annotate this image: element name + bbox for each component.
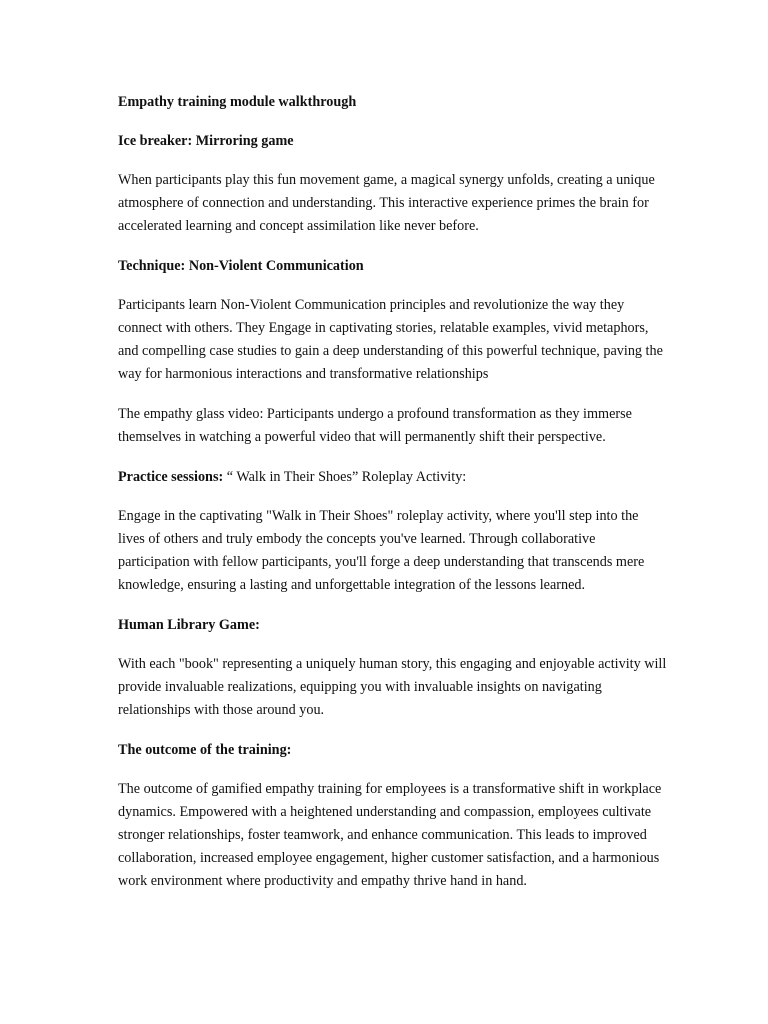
video-paragraph: The empathy glass video: Participants undergo a profound transformation as they immerse themselves in watching a powerful video that will permanently shift their perspective. <box>118 406 632 445</box>
library-heading: Human Library Game: <box>118 617 260 633</box>
practice-heading-rest: “ Walk in Their Shoes” Roleplay Activity: <box>223 469 467 485</box>
outcome-heading: The outcome of the training: <box>118 742 292 758</box>
technique-heading: Technique: Non-Violent Communication <box>118 258 364 274</box>
library-paragraph: With each "book" representing a uniquely human story, this engaging and enjoyable activity will provide invaluable realizations, equipping you with invaluable insights on navigating relationships with those around you. <box>118 656 667 718</box>
practice-paragraph: Engage in the captivating "Walk in Their Shoes" roleplay activity, where you'll step into the lives of others and truly embody the concepts you've learned. Through collaborative participation with fellow participants, you'll forge a deep understanding that transcends mere knowledge, ensuring a lasting and unforgettable integration of the lessons learned. <box>118 508 645 593</box>
technique-paragraph: Participants learn Non-Violent Communication principles and revolutionize the way they connect with others. They Engage in captivating stories, relatable examples, vivid metaphors, and compelling case studies to gain a deep understanding of this powerful technique, paving the way for harmonious interactions and transformative relationships <box>118 297 663 382</box>
document-title: Empathy training module walkthrough <box>118 94 357 110</box>
practice-heading <box>118 466 668 489</box>
practice-heading-bold: Practice sessions: <box>118 469 224 485</box>
icebreaker-paragraph: When participants play this fun movement game, a magical synergy unfolds, creating a unique atmosphere of connection and understanding. This interactive experience primes the brain for accelerated learning and concept assimilation like never before. <box>118 172 655 234</box>
outcome-paragraph: The outcome of gamified empathy training for employees is a transformative shift in workplace dynamics. Empowered with a heightened understanding and compassion, employees cultivate stronger relationships, foster teamwork, and enhance communication. This leads to improved collaboration, increased employee engagement, higher customer satisfaction, and a harmonious work environment where productivity and empathy thrive hand in hand. <box>118 781 662 889</box>
icebreaker-heading: Ice breaker: Mirroring game <box>118 133 294 149</box>
